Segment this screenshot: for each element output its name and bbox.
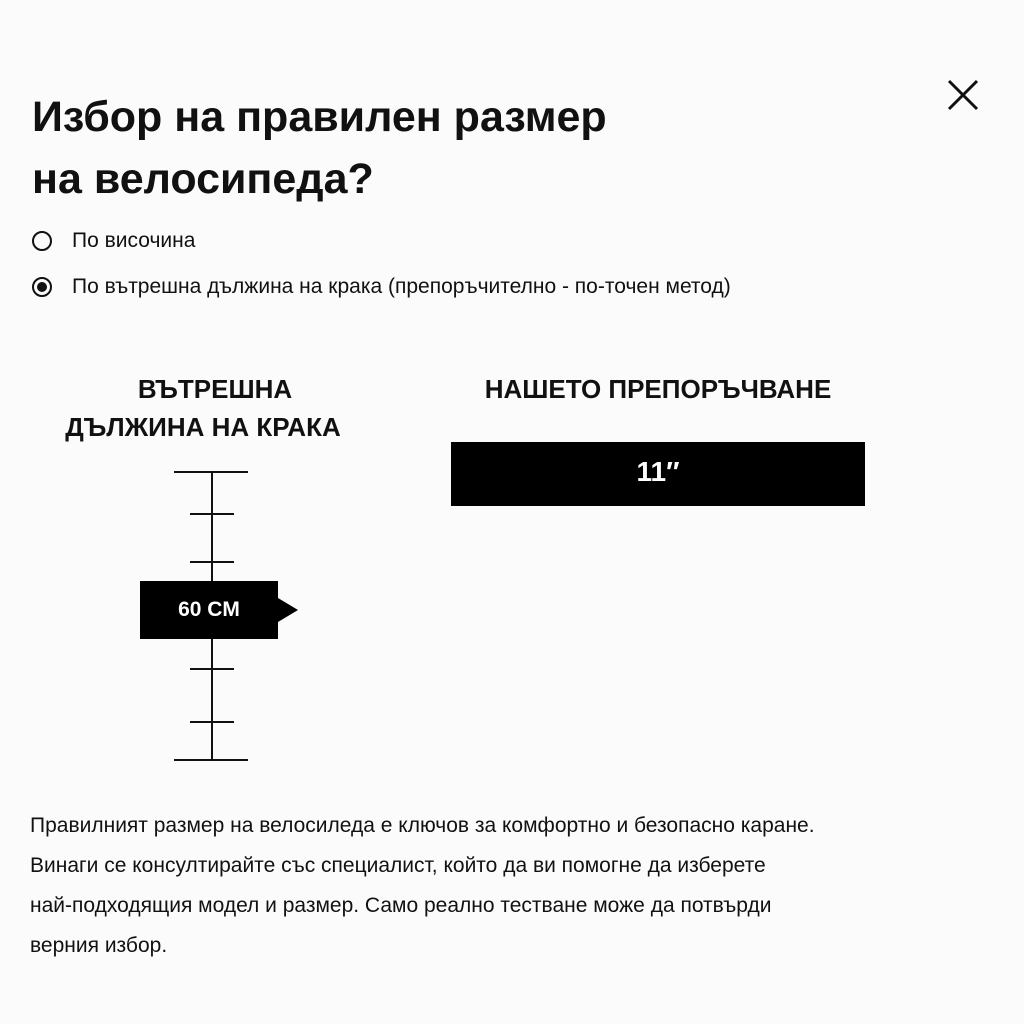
info-text	[30, 806, 994, 966]
inseam-ruler[interactable]	[140, 460, 310, 770]
recommendation-box	[451, 442, 865, 506]
title-line-1: Избор на правилен размер	[32, 93, 607, 141]
radio-unchecked-icon[interactable]	[32, 231, 52, 251]
title-line-2: на велосипеда?	[32, 155, 374, 203]
close-button[interactable]	[942, 74, 984, 116]
inseam-heading-line-1: ВЪТРЕШНА	[137, 374, 293, 404]
inseam-heading-line-2: ДЪЛЖИНА НА КРАКА	[65, 412, 341, 442]
info-line-2: Винаги се консултирайте със специалист, който да ви помогне да изберете	[30, 854, 766, 877]
radio-option-height[interactable]	[32, 226, 195, 256]
page-title	[32, 86, 752, 210]
radio-label-height: По височина	[72, 229, 196, 252]
radio-label-inseam: По вътрешна дължина на крака (препоръчително - по-точен метод)	[72, 275, 731, 298]
inseam-heading	[40, 370, 390, 446]
info-line-1: Правилният размер на велосиледа е ключов за комфортно и безопасно каране.	[30, 814, 815, 837]
radio-checked-icon[interactable]	[32, 277, 52, 297]
recommended-size: 11″	[636, 456, 680, 487]
radio-option-inseam[interactable]	[32, 272, 731, 302]
recommendation-heading: НАШЕТО ПРЕПОРЪЧВАНЕ	[484, 374, 832, 404]
info-line-4: верния избор.	[30, 934, 168, 957]
info-line-3: най-подходящия модел и размер. Само реално тестване може да потвърди	[30, 894, 772, 917]
close-icon	[942, 74, 984, 116]
inseam-value: 60 CM	[178, 598, 240, 621]
inseam-value-marker[interactable]	[140, 581, 278, 639]
